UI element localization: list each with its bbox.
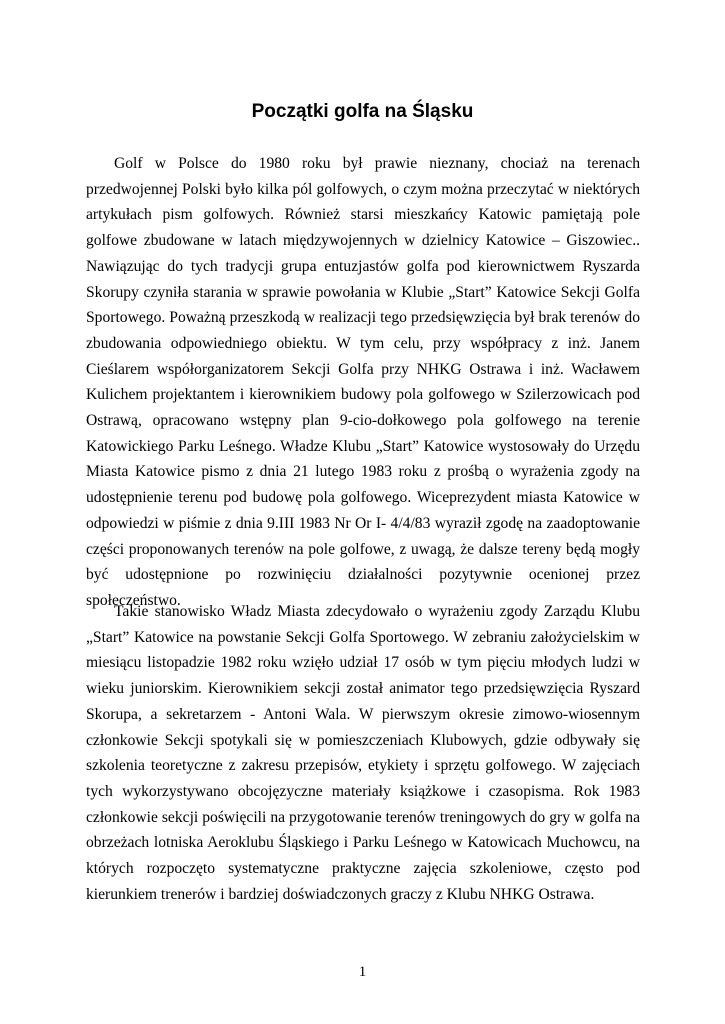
- page-title: Początki golfa na Śląsku: [251, 101, 474, 122]
- body-paragraph-2: Takie stanowisko Władz Miasta zdecydowało o wyrażeniu zgody Zarządu Klubu „Start” Katowice na powstanie Sekcji Golfa Sportowego. W zebraniu założycielskim w miesiącu listopadzie 1982 roku wzięło udział 17 osób w tym pięciu młodych ludzi w wieku juniorskim. Kierownikiem sekcji został animator tego przedsięwzięcia Ryszard Skorupa, a sekretarzem - Antoni Wala. W pierwszym okresie zimowo-wiosennym członkowie Sekcji spotykali się w pomieszczeniach Klubowych, gdzie odbywały się szkolenia teoretyczne z zakresu przepisów, etykiety i sprzętu golfowego. W zajęciach tych wykorzystywano obcojęzyczne materiały książkowe i czasopisma. Rok 1983 członkowie sekcji poświęcili na przygotowanie terenów treningowych do gry w golfa na obrzeżach lotniska Aeroklubu Śląskiego i Parku Leśnego w Katowicach Muchowcu, na których rozpoczęto systematyczne praktyczne zajęcia szkoleniowe, często pod kierunkiem trenerów i bardziej doświadczonych graczy z Klubu NHKG Ostrawa.: [86, 603, 640, 903]
- page-number: 1: [358, 964, 367, 980]
- body-paragraph-1: Golf w Polsce do 1980 roku był prawie nieznany, chociaż na terenach przedwojennej Polski było kilka pól golfowych, o czym można przeczytać w niektórych artykułach pism golfowych. Również starsi mieszkańcy Katowic pamiętają pole golfowe zbudowane w latach międzywojennych w dzielnicy Katowice – Giszowiec.. Nawiązując do tych tradycji grupa entuzjastów golfa pod kierownictwem Ryszarda Skorupy czyniła starania w sprawie powołania w Klubie „Start” Katowice Sekcji Golfa Sportowego. Poważną przeszkodą w realizacji tego przedsięwzięcia był brak terenów do zbudowania odpowiedniego obiektu. W tym celu, przy współpracy z inż. Janem Cieślarem współorganizatorem Sekcji Golfa przy NHKG Ostrawa i inż. Wacławem Kulichem projektantem i kierownikiem budowy pola golfowego w Szilerzowicach pod Ostrawą, opracowano wstępny plan 9-cio-dołkowego pola golfowego na terenie Katowickiego Parku Leśnego. Władze Klubu „Start” Katowice wystosowały do Urzędu Miasta Katowice pismo z dnia 21 lutego 1983 roku z prośbą o wyrażenia zgody na udostępnienie terenu pod budowę pola golfowego. Wiceprezydent miasta Katowice w odpowiedzi w piśmie z dnia 9.III 1983 Nr Or I- 4/4/83 wyraził zgodę na zaadoptowanie części proponowanych terenów na pole golfowe, z uwagą, że dalsze tereny będą mogły być udostępnione po rozwinięciu działalności pozytywnie ocenionej przez społeczeństwo.: [86, 155, 640, 609]
